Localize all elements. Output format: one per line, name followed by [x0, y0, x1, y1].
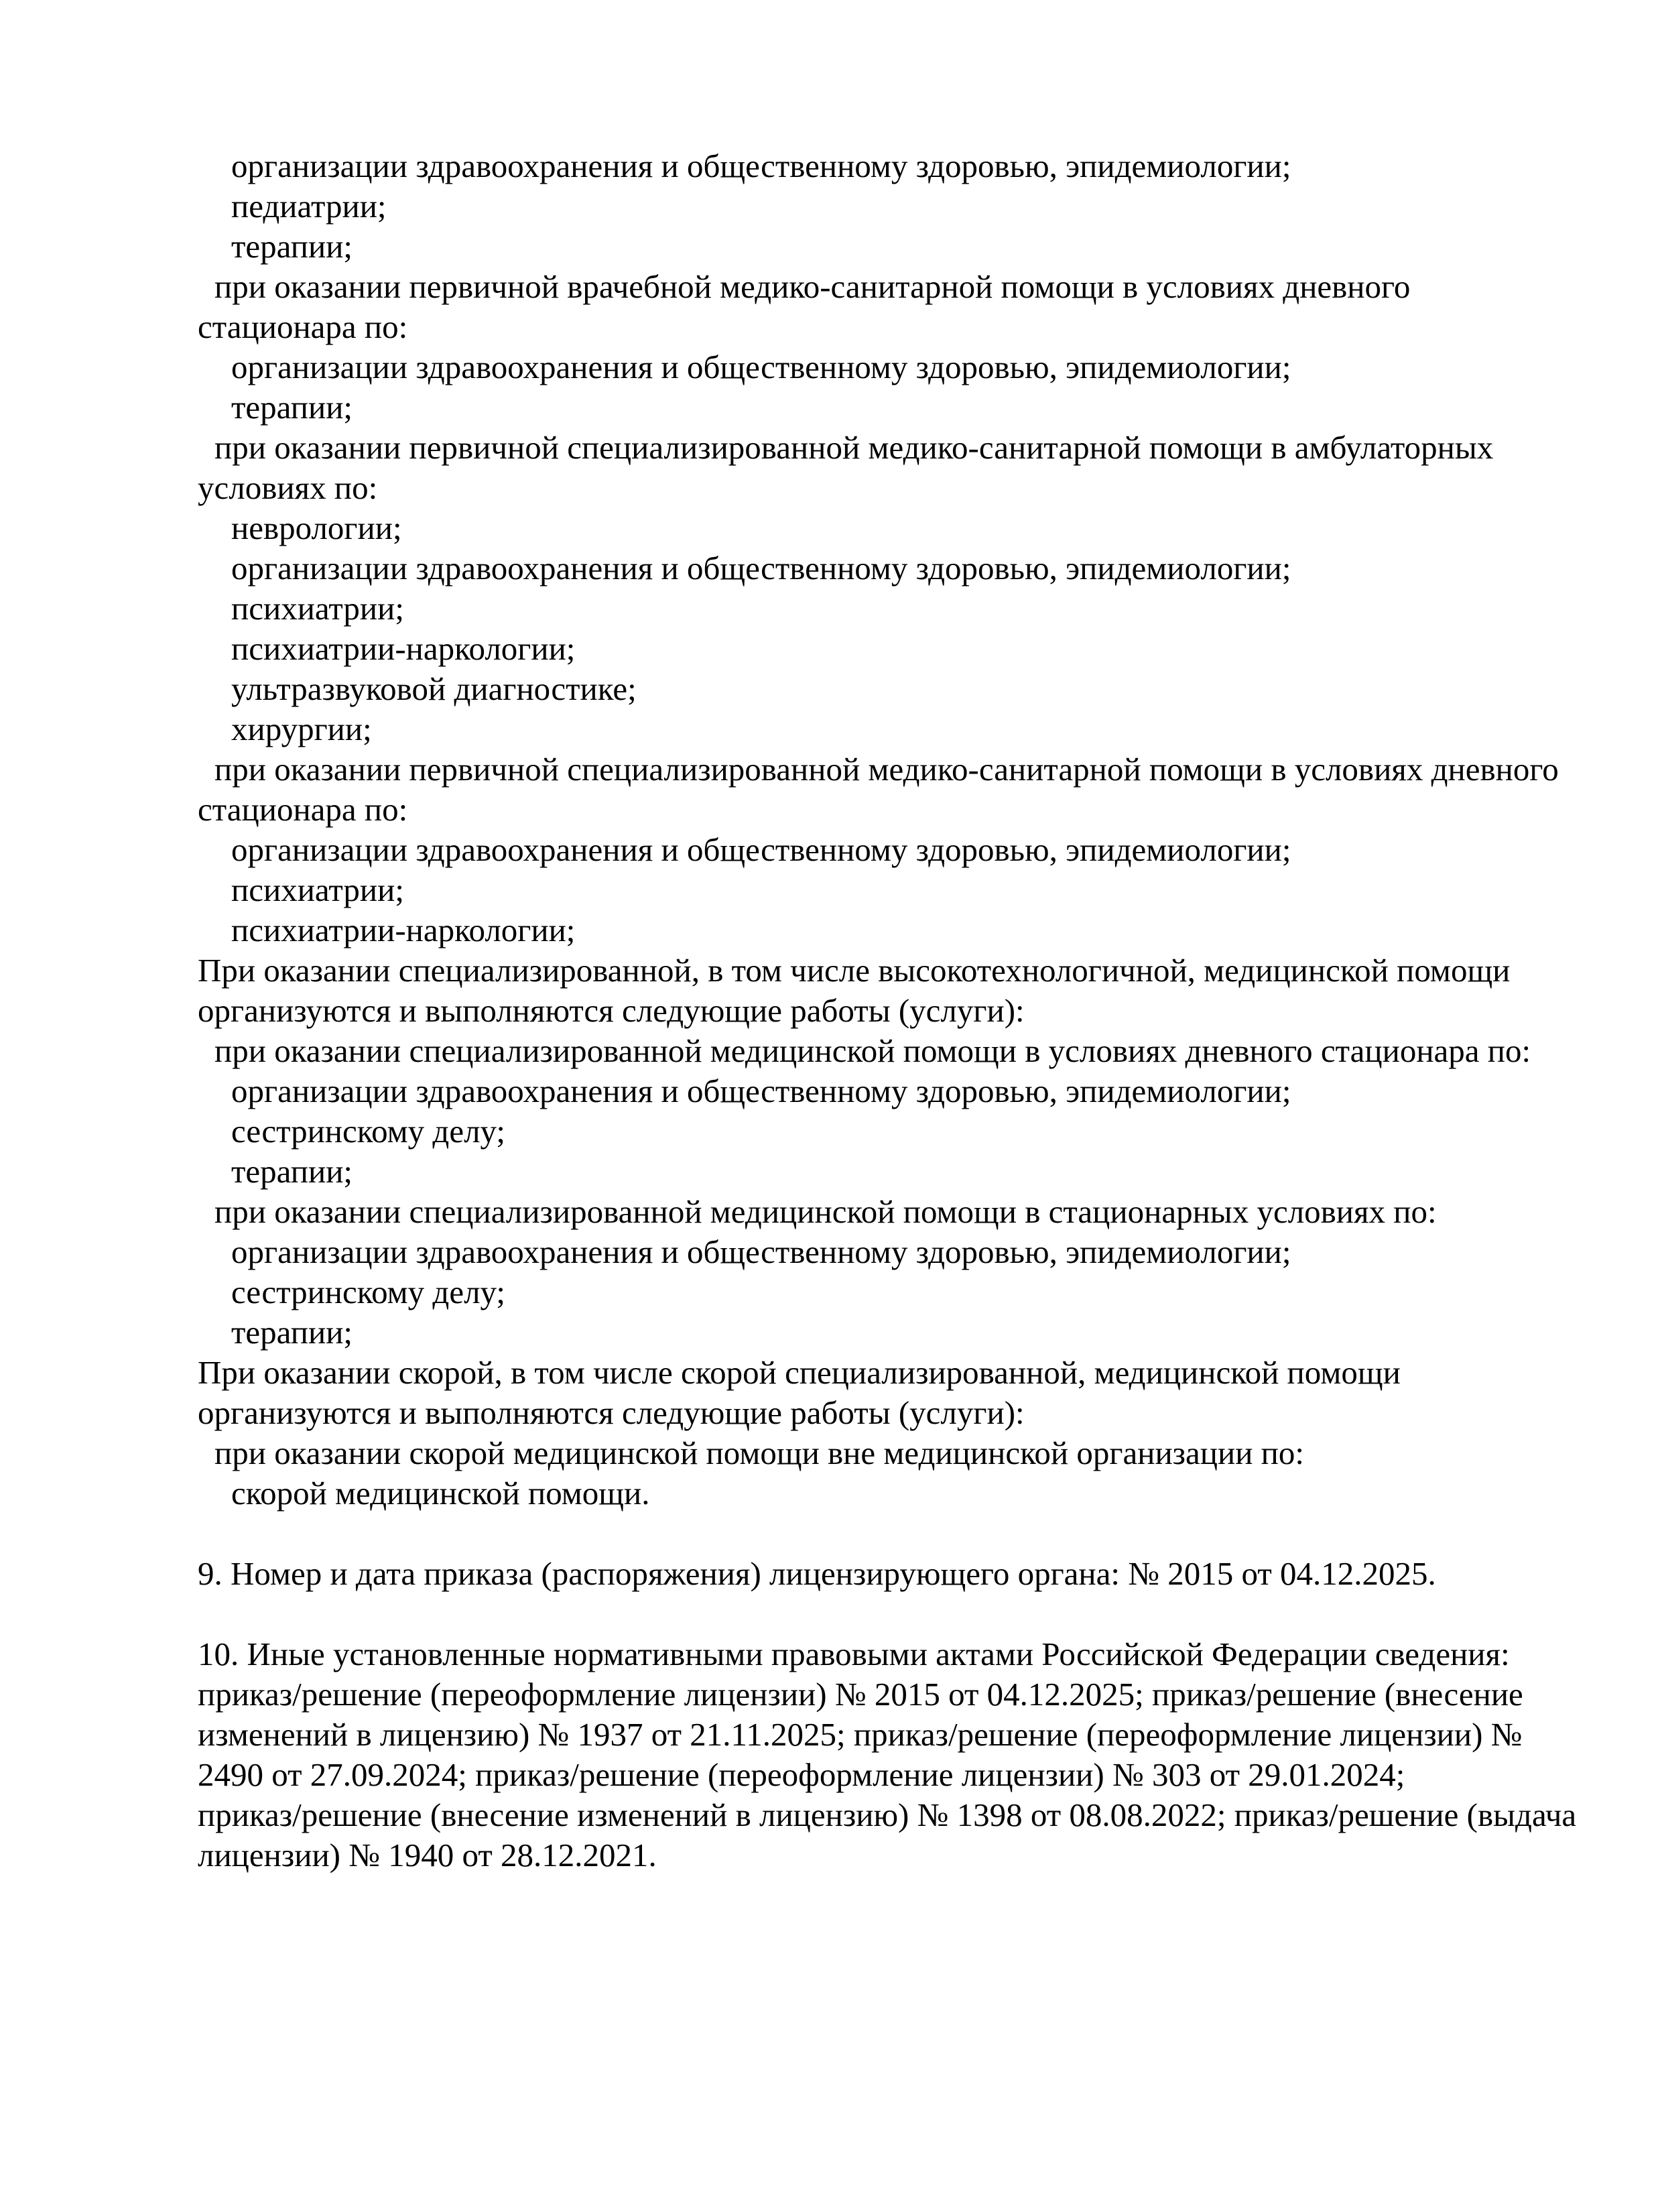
text-line: стационара по:: [198, 791, 408, 828]
blank-line: [198, 1594, 1576, 1634]
document-text: [198, 146, 1576, 1876]
text-line: При оказании скорой, в том числе скорой специализированной, медицинской помощи: [198, 1354, 1401, 1391]
text-line: психиатрии-наркологии;: [231, 912, 576, 948]
text-line: педиатрии;: [231, 188, 387, 225]
text-line: приказ/решение (переоформление лицензии) № 2015 от 04.12.2025; приказ/решение (внесение: [198, 1676, 1523, 1713]
text-line: при оказании первичной врачебной медико-санитарной помощи в условиях дневного: [214, 268, 1411, 305]
text-line: терапии;: [231, 389, 353, 426]
text-line: изменений в лицензию) № 1937 от 21.11.2025; приказ/решение (переоформление лицензии) №: [198, 1716, 1523, 1753]
text-line: скорой медицинской помощи.: [231, 1475, 650, 1512]
text-line: 2490 от 27.09.2024; приказ/решение (переоформление лицензии) № 303 от 29.01.2024;: [198, 1756, 1405, 1793]
text-line: терапии;: [231, 228, 353, 265]
text-line: ультразвуковой диагностике;: [231, 670, 637, 707]
text-line: терапии;: [231, 1153, 353, 1190]
text-line: стационара по:: [198, 308, 408, 345]
text-line: условиях по:: [198, 469, 378, 506]
text-line: организации здравоохранения и общественному здоровью, эпидемиологии;: [231, 1233, 1291, 1270]
text-line: приказ/решение (внесение изменений в лицензию) № 1398 от 08.08.2022; приказ/решение (выдача: [198, 1796, 1577, 1833]
text-line: психиатрии;: [231, 590, 404, 627]
text-line: при оказании скорой медицинской помощи вне медицинской организации по:: [214, 1434, 1305, 1471]
text-line: 9. Номер и дата приказа (распоряжения) лицензирующего органа: № 2015 от 04.12.2025.: [198, 1555, 1436, 1592]
text-line: организации здравоохранения и общественному здоровью, эпидемиологии;: [231, 147, 1291, 184]
text-line: психиатрии;: [231, 871, 404, 908]
text-line: при оказании первичной специализированной медико-санитарной помощи в условиях дневного: [214, 751, 1559, 788]
text-line: сестринскому делу;: [231, 1274, 506, 1310]
text-line: сестринскому делу;: [231, 1113, 506, 1150]
text-line: организуются и выполняются следующие работы (услуги):: [198, 1394, 1025, 1431]
text-line: организуются и выполняются следующие работы (услуги):: [198, 992, 1025, 1029]
text-line: при оказании специализированной медицинской помощи в условиях дневного стационара по:: [214, 1032, 1531, 1069]
text-line: организации здравоохранения и общественному здоровью, эпидемиологии;: [231, 349, 1291, 385]
text-line: неврологии;: [231, 509, 402, 546]
text-line: При оказании специализированной, в том числе высокотехнологичной, медицинской помощи: [198, 952, 1511, 989]
text-line: хирургии;: [231, 711, 372, 747]
text-line: терапии;: [231, 1314, 353, 1351]
text-line: лицензии) № 1940 от 28.12.2021.: [198, 1837, 657, 1873]
text-line: организации здравоохранения и общественному здоровью, эпидемиологии;: [231, 831, 1291, 868]
text-line: 10. Иные установленные нормативными правовыми актами Российской Федерации сведения:: [198, 1636, 1510, 1672]
blank-line: [198, 1514, 1576, 1554]
text-line: организации здравоохранения и общественному здоровью, эпидемиологии;: [231, 1072, 1291, 1109]
text-line: при оказании первичной специализированной медико-санитарной помощи в амбулаторных: [214, 429, 1494, 466]
text-line: организации здравоохранения и общественному здоровью, эпидемиологии;: [231, 550, 1291, 587]
text-line: при оказании специализированной медицинской помощи в стационарных условиях по:: [214, 1193, 1437, 1230]
text-line: психиатрии-наркологии;: [231, 630, 576, 667]
